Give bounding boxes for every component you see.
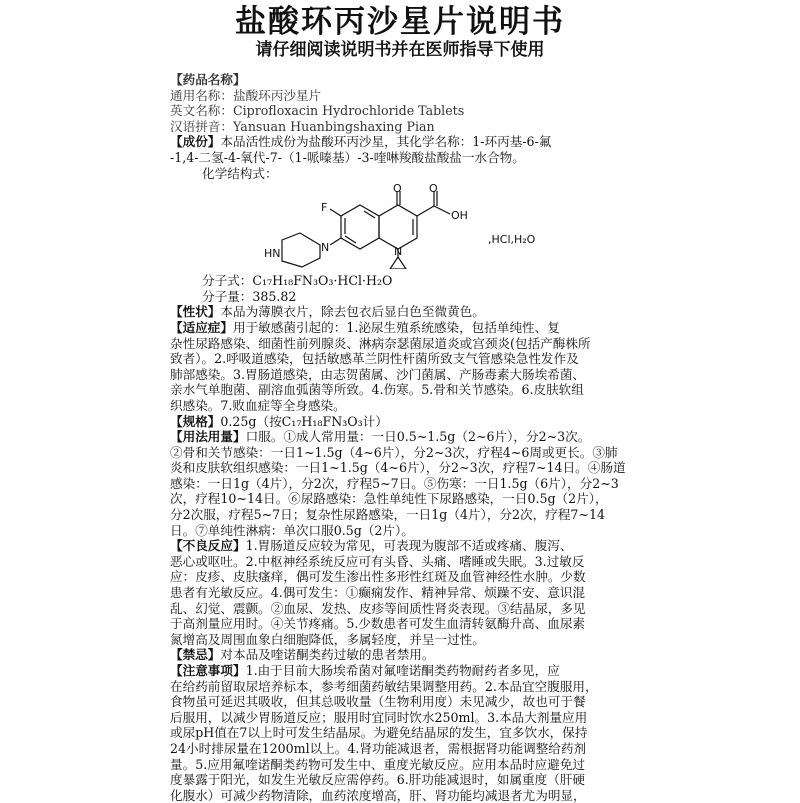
indications-line: 织感染。7.败血症等全身感染。	[170, 397, 346, 413]
section-properties	[170, 304, 632, 320]
quinoline-nitrogen-atom: N	[394, 245, 403, 259]
section-specification	[170, 414, 632, 430]
contraindications-text: 对本品及喹诺酮类药过敏的患者禁用。	[220, 647, 435, 663]
section-indications	[170, 320, 632, 414]
fluorine-atom: F	[321, 201, 328, 215]
nh-group: HN	[264, 247, 281, 261]
dosage-line: 口服。①成人常用量：一日0.5~1.5g（2~6片），分2~3次。	[245, 429, 591, 445]
precautions-line: 1.由于目前大肠埃希菌对氟喹诺酮类药物耐药者多见，应	[245, 663, 560, 678]
english-name: 英文名称：Ciprofloxacin Hydrochloride Tablets	[170, 103, 465, 119]
dosage-line: 感染：一日1g（4片），分2次，疗程5~7日。⑤伤寒：一日1.5g（6片），分2~3	[170, 475, 619, 491]
molecular-formula: 分子式：C₁₇H₁₈FN₃O₃·HCl·H₂O	[202, 273, 393, 289]
adverse-reactions-line: 乱、幻觉、震颤。②血尿、发热、皮疹等间质性肾炎表现。③结晶尿，多见	[170, 600, 586, 616]
dosage-line: 炎和皮肤软组织感染：一日1~1.5g（4~6片），分2~3次，疗程7~14日。④肠道	[170, 460, 626, 476]
ciprofloxacin-structure-diagram	[170, 183, 570, 269]
document-body	[170, 72, 632, 803]
drug-name-label: 【药品名称】	[170, 72, 246, 87]
adverse-reactions-line: 应：皮疹、皮肤瘙痒，偶可发生渗出性多形性红斑及血管神经性水肿。少数	[170, 569, 586, 585]
section-dosage	[170, 429, 632, 538]
structure-label: 化学结构式：	[202, 165, 278, 181]
adverse-reactions-line: 1.胃肠道反应较为常见，可表现为腹部不适或疼痛、腹泻、	[245, 538, 573, 554]
precautions-label: 【注意事项】	[170, 663, 246, 678]
adverse-reactions-line: 氮增高及周围血象白细胞降低，多属轻度，并呈一过性。	[170, 631, 485, 647]
dosage-line: ②骨和关节感染：一日1~1.5g（4~6片），分2~3次，疗程4~6周或更长。③肺	[170, 444, 618, 460]
specification-label: 【规格】	[170, 413, 221, 429]
properties-label: 【性状】	[170, 304, 221, 320]
piperazine-nitrogen-atom: N	[321, 241, 330, 255]
precautions-line: 在给药前留取尿培养标本，参考细菌药敏结果调整用药。2.本品宜空腹服用，	[170, 678, 598, 694]
indications-line: 致者）。2.呼吸道感染，包括敏感革兰阴性杆菌所致支气管感染急性发作及	[170, 351, 579, 367]
indications-line: 亲水气单胞菌、副溶血弧菌等所致。4.伤寒。5.骨和关节感染。6.皮肤软组	[170, 382, 584, 398]
section-precautions	[170, 663, 632, 803]
precautions-line: 食物虽可延迟其吸收，但其总吸收量（生物利用度）未见减少，故也可于餐	[170, 694, 586, 710]
precautions-line: 后服用，以减少胃肠道反应；服用时宜同时饮水250ml。3.本品大剂量应用	[170, 709, 588, 725]
indications-line: 杂性尿路感染、细菌性前列腺炎、淋病奈瑟菌尿道炎或宫颈炎(包括产酶株所	[170, 335, 591, 351]
section-composition	[170, 134, 632, 304]
adverse-reactions-line: 于高剂量应用时。④关节疼痛。5.少数患者可发生血清转氨酶升高、血尿素	[170, 616, 586, 632]
molecular-weight: 分子量：385.82	[202, 288, 297, 304]
precautions-line: 量。5.应用氟喹诺酮类药物可发生中、重度光敏反应。应用本品时应避免过	[170, 756, 586, 772]
section-drug-name	[170, 72, 632, 134]
chemical-structure	[170, 183, 632, 269]
adverse-reactions-label: 【不良反应】	[170, 538, 246, 554]
dosage-line: 日。⑦单纯性淋病：单次口服0.5g（2片）。	[170, 522, 414, 538]
document-title: 盐酸环丙沙星片说明书	[235, 4, 565, 40]
pinyin-name: 汉语拼音：Yansuan Huanbingshaxing Pian	[170, 118, 435, 134]
hydroxyl-group: OH	[451, 209, 468, 223]
benzene-ring	[341, 205, 379, 249]
precautions-line: 24小时排尿量在1200ml以上。4.肾功能减退者，需根据肾功能调整给药剂	[170, 740, 587, 756]
acid-oxygen-atom: O	[429, 183, 438, 196]
properties-text: 本品为薄膜衣片，除去包衣后显白色至微黄色。	[220, 304, 485, 320]
specification-text: 0.25g（按C₁₇H₁₈FN₃O₃计）	[220, 413, 388, 429]
dosage-label: 【用法用量】	[170, 429, 246, 445]
precautions-line: 度暴露于阳光，如发生光敏反应需停药。6.肝功能减退时，如属重度（肝硬	[170, 772, 586, 788]
salt-hydrate-label: ,HCl,H₂O	[488, 233, 536, 247]
precautions-line: 化腹水）可减少药物清除，血药浓度增高，肝、肾功能均减退者尤为明显，	[170, 787, 586, 803]
composition-line: 本品活性成份为盐酸环丙沙星，其化学名称：1-环丙基-6-氟	[220, 134, 552, 150]
composition-label: 【成份】	[170, 134, 221, 150]
composition-line: -1,4-二氢-4-氧代-7-（1-哌嗪基）-3-喹啉羧酸盐酸盐一水合物。	[170, 149, 525, 165]
oxygen-atom: O	[393, 183, 402, 196]
dosage-line: 次，疗程10~14日。⑥尿路感染：急性单纯性下尿路感染，一日0.5g（2片），	[170, 491, 608, 507]
contraindications-label: 【禁忌】	[170, 647, 221, 663]
pyridone-ring	[379, 205, 417, 249]
cyclopropyl-ring	[390, 257, 406, 269]
precautions-line: 或尿pH值在7以上时可发生结晶尿。为避免结晶尿的发生，宜多饮水，保持	[170, 725, 588, 741]
section-contraindications	[170, 647, 632, 663]
document-subtitle: 请仔细阅读说明书并在医师指导下使用	[255, 40, 545, 60]
indications-line: 肺部感染。3.胃肠道感染，由志贺菌属、沙门菌属、产肠毒素大肠埃希菌、	[170, 366, 586, 382]
dosage-line: 分2次服，疗程5~7日；复杂性尿路感染，一日1g（4片），分2次，疗程7~14	[170, 507, 606, 523]
indications-line: 用于敏感菌引起的：1.泌尿生殖系统感染，包括单纯性、复	[232, 319, 560, 335]
generic-name: 通用名称：盐酸环丙沙星片	[170, 87, 322, 103]
indications-label: 【适应症】	[170, 319, 233, 335]
adverse-reactions-line: 恶心或呕吐。2.中枢神经系统反应可有头昏、头痛、嗜睡或失眠。3.过敏反	[170, 553, 585, 569]
adverse-reactions-line: 患者有光敏反应。4.偶可发生：①癫痫发作、精神异常、烦躁不安、意识混	[170, 585, 586, 601]
piperazine-ring	[282, 233, 320, 267]
section-adverse-reactions	[170, 538, 632, 647]
